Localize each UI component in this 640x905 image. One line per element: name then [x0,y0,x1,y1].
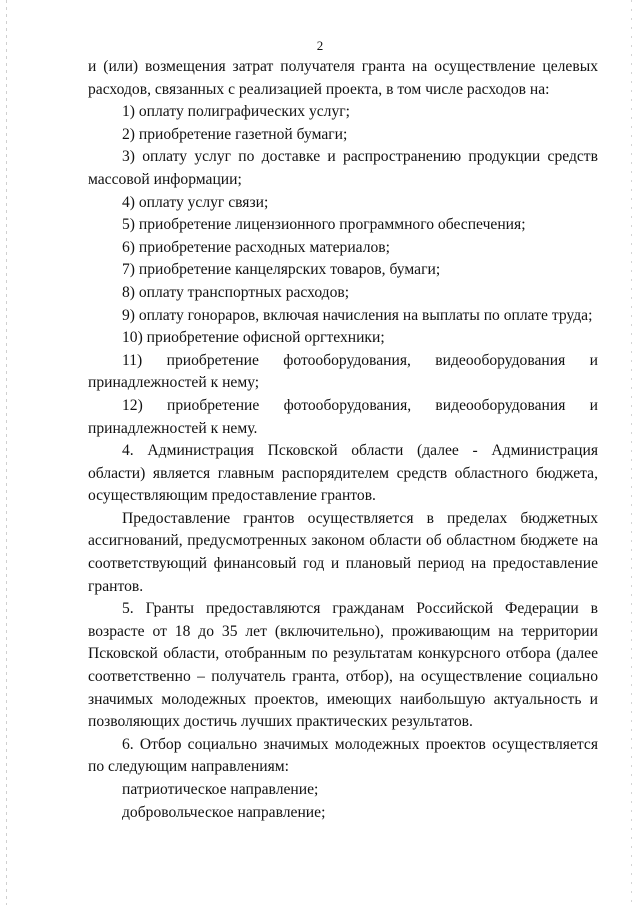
page-number: 2 [316,38,324,53]
list-item-2: 2) приобретение газетной бумаги; [122,125,348,143]
section-6: 6. Отбор социально значимых молодежных проектов осуществляется по следующим направлениям: [88,735,598,776]
direction-volunteer: добровольческое направление; [122,803,326,821]
list-item-12: 12) приобретение фотооборудования, видеооборудования и принадлежностей к нему. [88,396,598,437]
list-item-1: 1) оплату полиграфических услуг; [122,103,350,121]
list-item-7: 7) приобретение канцелярских товаров, бумаги; [122,261,441,279]
document-body [88,56,598,824]
list-item-9: 9) оплату гонораров, включая начисления на выплаты по оплате труда; [122,306,593,324]
section-4: 4. Администрация Псковской области (далее - Администрация области) является главным распорядителем средств областного бюджета, осуществляющим предоставление грантов. [88,442,598,505]
scan-edge-left [6,0,7,905]
list-item-5: 5) приобретение лицензионного программного обеспечения; [122,216,526,234]
scan-edge-right [631,0,632,905]
direction-patriotic: патриотическое направление; [122,781,319,798]
list-item-3: 3) оплату услуг по доставке и распространению продукции средств массовой информации; [88,148,598,188]
list-item-11: 11) приобретение фотооборудования, видеооборудования и принадлежностей к нему; [88,351,598,392]
list-item-10: 10) приобретение офисной оргтехники; [122,329,385,347]
list-item-8: 8) оплату транспортных расходов; [122,283,350,301]
section-4-funding: Предоставление грантов осуществляется в пределах бюджетных ассигнований, предусмотренных законом области об областном бюджете на соответствующий финансовый год и плановый период на предоставление грантов. [88,509,598,595]
paragraph-continuation: и (или) возмещения затрат получателя гранта на осуществление целевых расходов, связанных с реализацией проекта, в том числе расходов на: [88,58,598,98]
list-item-4: 4) оплату услуг связи; [122,193,269,211]
section-5: 5. Гранты предоставляются гражданам Российской Федерации в возрасте от 18 до 35 лет (включительно), проживающим на территории Псковской области, отобранным по результатам конкурсного отбора (далее соответственно – получатель гранта, отбор), на осуществление социально значимых молодежных проектов, имеющих наибольшую актуальность и позволяющих достичь лучших практических результатов. [88,600,598,731]
list-item-6: 6) приобретение расходных материалов; [122,238,390,256]
